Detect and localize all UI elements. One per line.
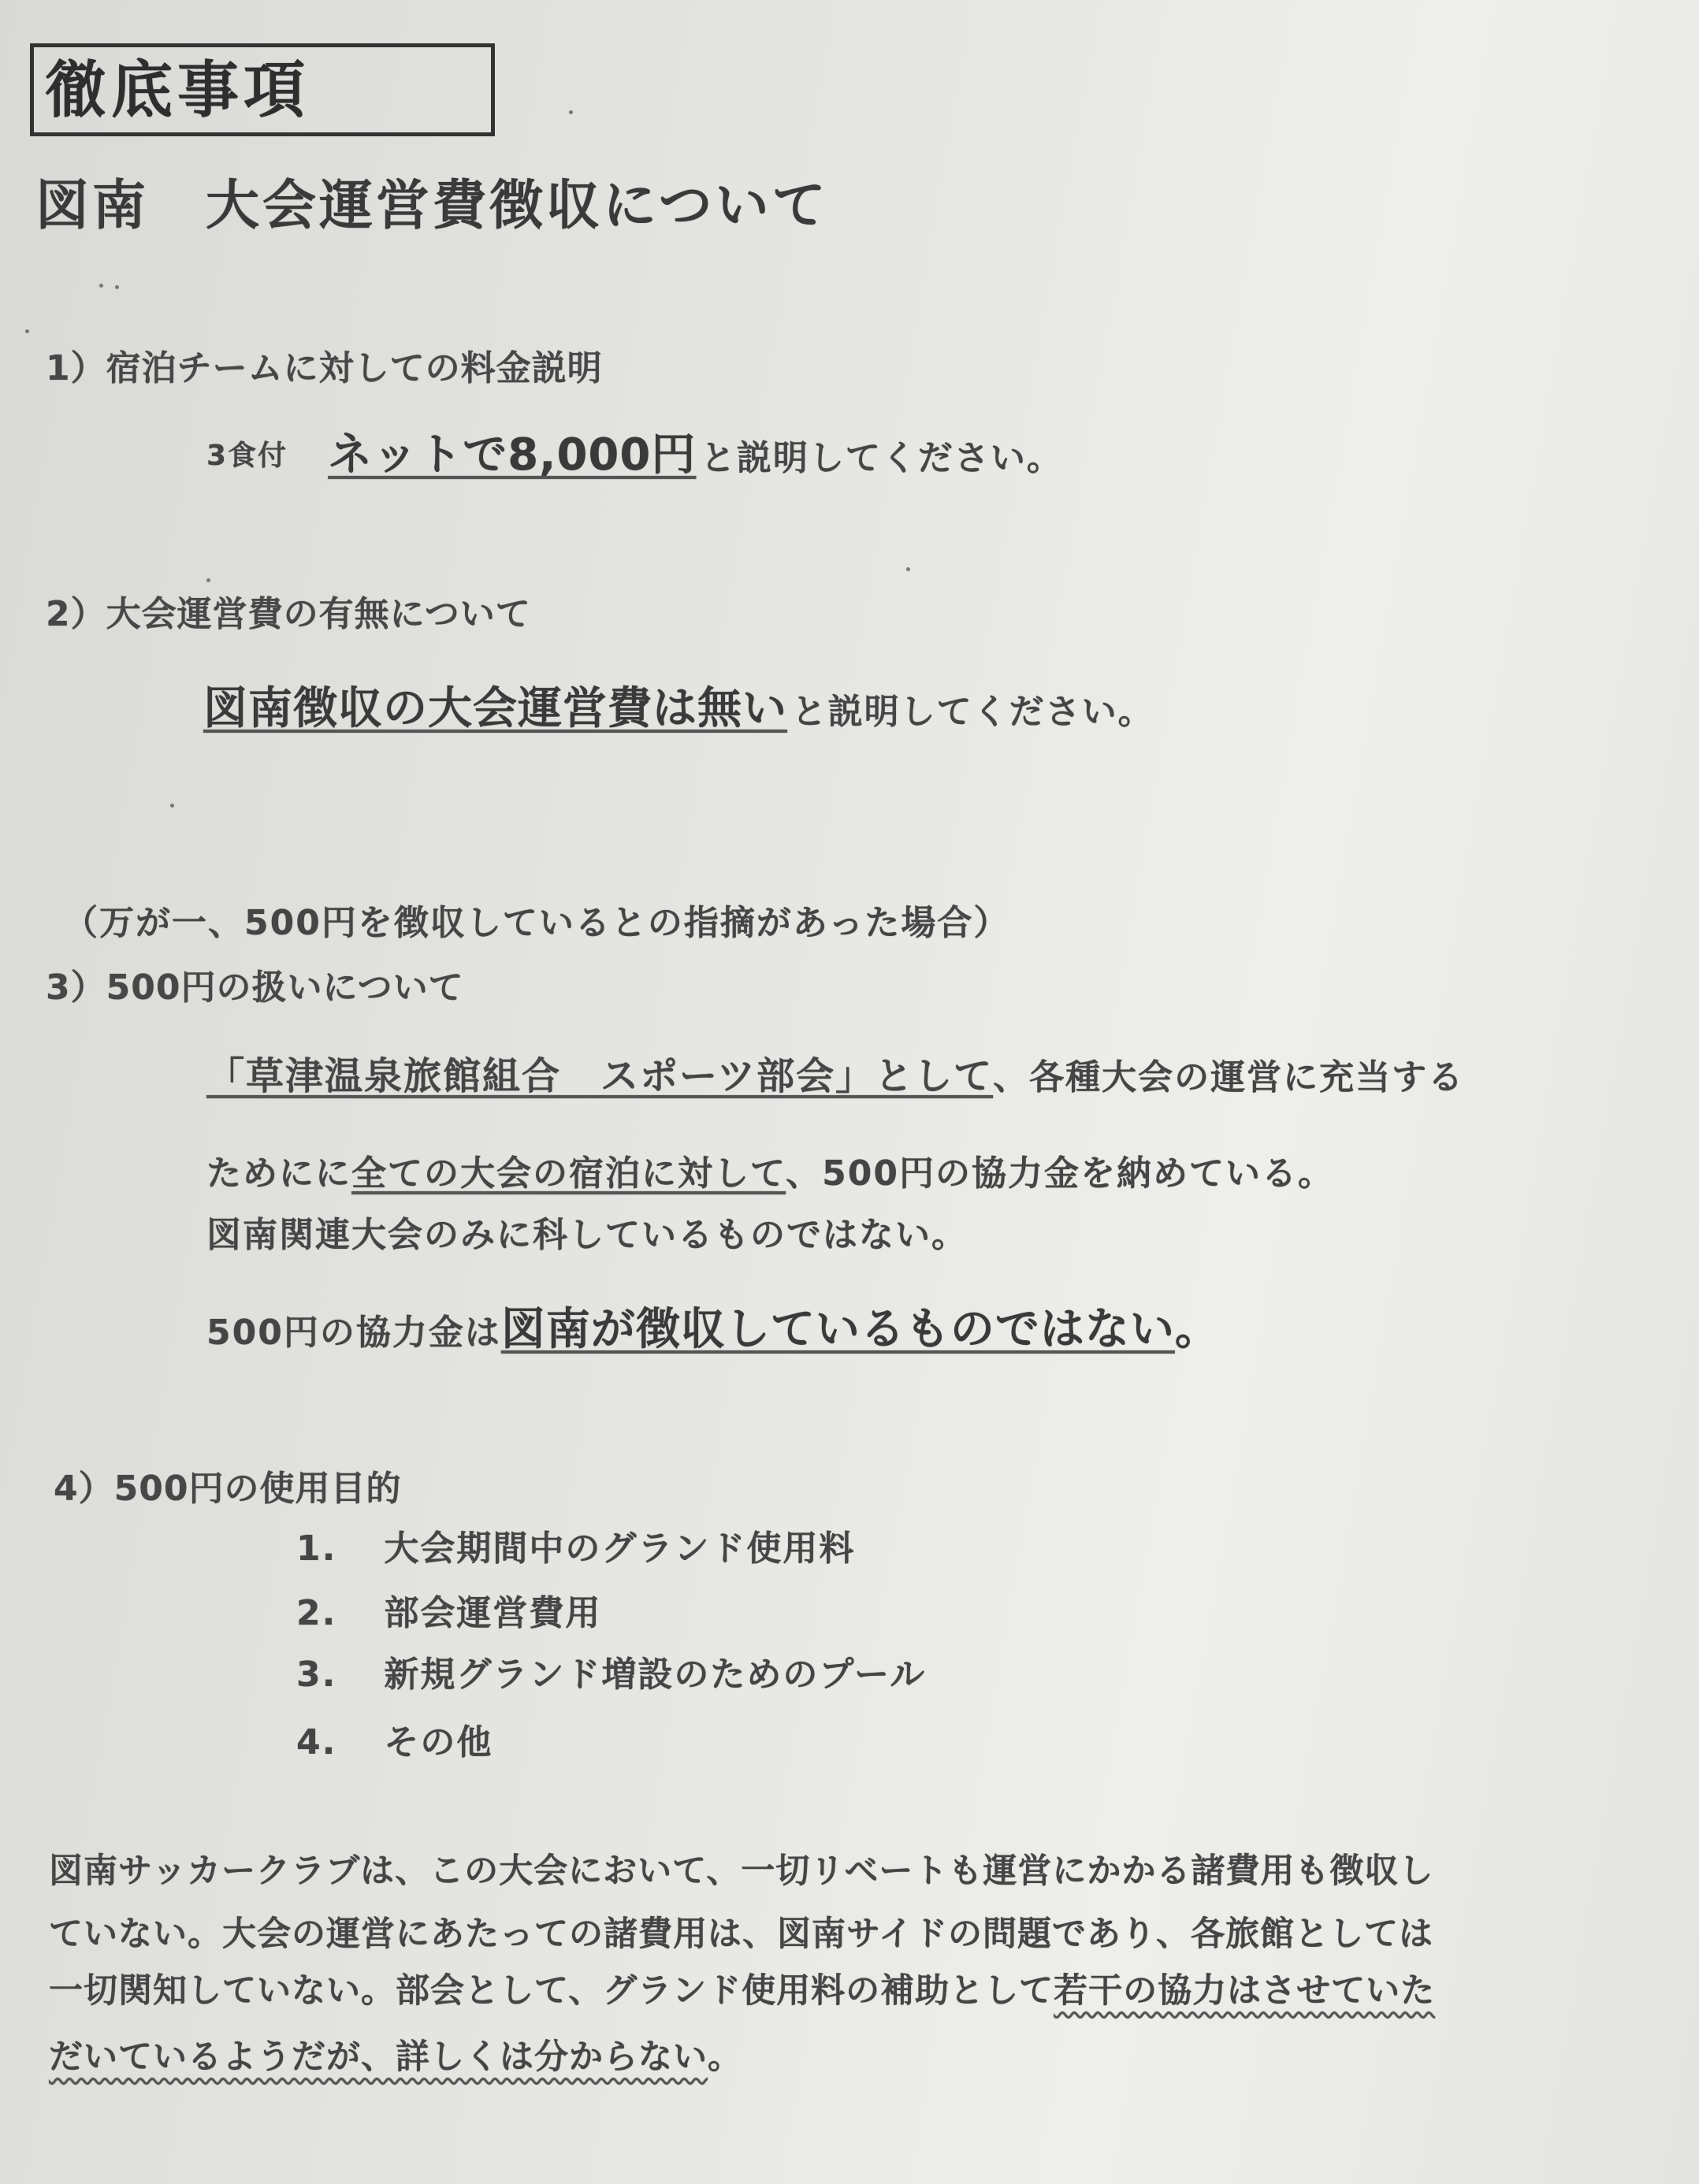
scan-speck bbox=[206, 578, 210, 582]
scan-speck bbox=[25, 329, 29, 333]
section-3-line-4 bbox=[206, 1304, 1220, 1355]
section-3-line-1-emphasis: 「草津温泉旅館組合 スポーツ部会」として bbox=[206, 1054, 994, 1098]
section-1-suffix: と説明してください。 bbox=[700, 438, 1063, 478]
list-item-text: 部会運営費用 bbox=[384, 1593, 602, 1633]
section-3-line-1 bbox=[206, 1054, 1465, 1098]
document-title: 図南 大会運営費徴収について bbox=[35, 175, 829, 237]
footer-line-4 bbox=[49, 2037, 743, 2077]
section-3-line-2-suffix: 、500円の協力金を納めている。 bbox=[786, 1153, 1334, 1194]
footer-line-4-emphasis: だいているようだが、詳しくは分からない bbox=[49, 2037, 708, 2077]
section-3-line-2-prefix: ためにに bbox=[206, 1153, 351, 1194]
footer-line-3 bbox=[49, 1971, 1436, 2011]
section-1-line bbox=[206, 429, 1063, 481]
list-item bbox=[296, 1528, 856, 1569]
section-3-line-1-suffix: 、各種大会の運営に充当する bbox=[993, 1057, 1465, 1098]
section-3-line-2 bbox=[206, 1153, 1334, 1194]
section-3-line-2-emphasis: 全ての大会の宿泊に対して bbox=[351, 1153, 786, 1194]
list-item-text: 新規グランド増設のためのプール bbox=[384, 1655, 927, 1695]
list-item bbox=[296, 1593, 602, 1633]
scan-speck bbox=[569, 110, 573, 114]
stamp-box bbox=[30, 43, 495, 136]
scan-speck bbox=[170, 804, 174, 808]
footer-line-1: 図南サッカークラブは、この大会において、一切リベートも運営にかかる諸費用も徴収し bbox=[49, 1852, 1434, 1891]
section-3-line-4-emphasis: 図南が徴収しているものではない bbox=[500, 1304, 1175, 1355]
list-item-number: 2. bbox=[296, 1593, 337, 1633]
section-1-emphasis: ネットで8,000円 bbox=[328, 429, 697, 481]
list-item bbox=[296, 1722, 493, 1762]
scan-speck bbox=[99, 284, 103, 288]
section-2-heading: 2）大会運営費の有無について bbox=[46, 594, 531, 634]
footer-line-3-emphasis: 若干の協力はさせていた bbox=[1054, 1971, 1436, 2011]
section-3-heading: 3）500円の扱いについて bbox=[46, 968, 464, 1008]
footer-line-4-suffix: 。 bbox=[708, 2037, 743, 2077]
section-3-line-4-prefix: 500円の協力金は bbox=[206, 1313, 501, 1353]
section-3-line-4-suffix: 。 bbox=[1174, 1304, 1220, 1355]
section-2-line bbox=[203, 683, 1154, 734]
scan-speck bbox=[115, 285, 119, 289]
list-item-number: 3. bbox=[296, 1655, 337, 1695]
list-item bbox=[296, 1655, 927, 1695]
section-2-emphasis: 図南徴収の大会運営費は無い bbox=[203, 683, 787, 734]
list-item-text: 大会期間中のグランド使用料 bbox=[384, 1528, 856, 1569]
section-3-line-3: 図南関連大会のみに科しているものではない。 bbox=[206, 1215, 968, 1255]
section-4-heading: 4）500円の使用目的 bbox=[54, 1469, 402, 1509]
list-item-number: 1. bbox=[296, 1528, 337, 1569]
footer-line-3-prefix: 一切関知していない。部会として、グランド使用料の補助として bbox=[49, 1971, 1054, 2011]
section-1-heading: 1）宿泊チームに対しての料金説明 bbox=[46, 348, 603, 388]
section-2-suffix: と説明してください。 bbox=[791, 692, 1154, 732]
section-3-note: （万が一、500円を徴収しているとの指摘があった場合） bbox=[63, 903, 1010, 943]
footer-line-2: ていない。大会の運営にあたっての諸費用は、図南サイドの問題であり、各旅館としては bbox=[49, 1915, 1433, 1954]
list-item-text: その他 bbox=[384, 1722, 493, 1762]
scan-speck bbox=[906, 567, 910, 571]
list-item-number: 4. bbox=[296, 1722, 337, 1762]
section-1-prefix: 3食付 bbox=[206, 440, 288, 472]
stamp-label: 徹底事項 bbox=[45, 55, 310, 126]
